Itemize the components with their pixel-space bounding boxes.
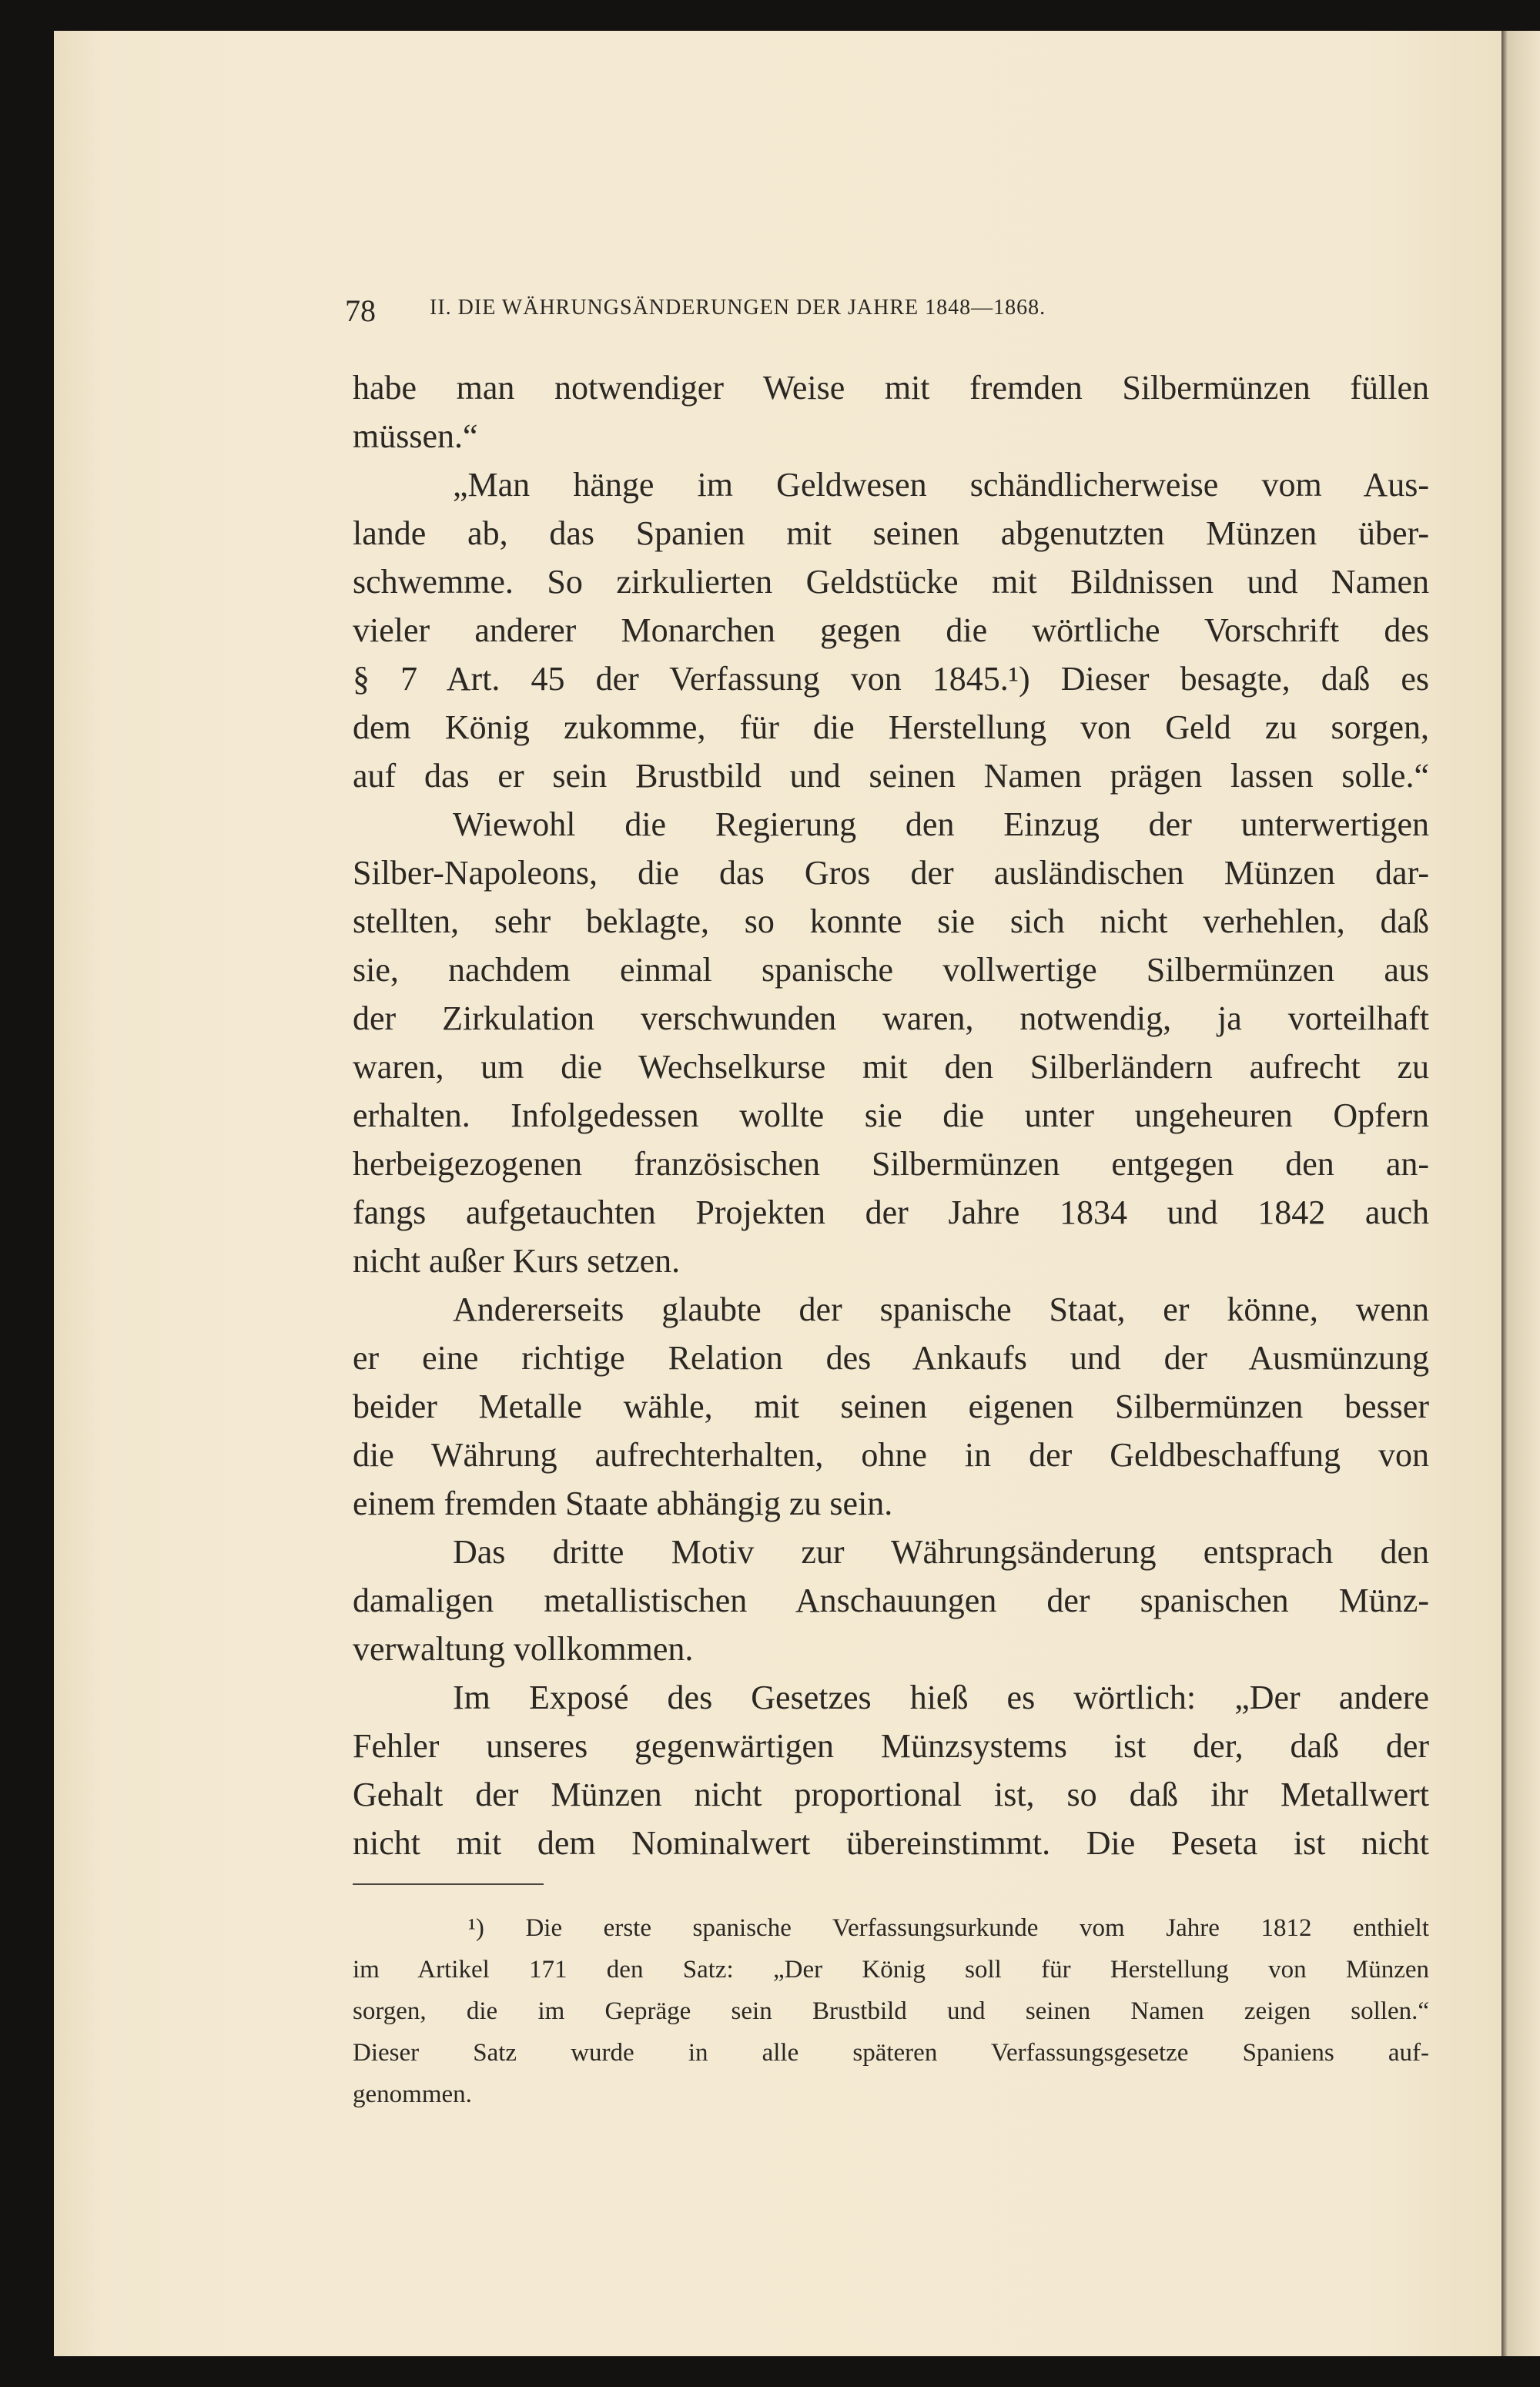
text-line: Das dritte Motiv zur Währungsänderung entsprach den — [453, 1533, 1429, 1571]
text-line: herbeigezogenen französischen Silbermünzen entgegen den an- — [353, 1145, 1429, 1183]
text-line: lande ab, das Spanien mit seinen abgenutzten Münzen über- — [353, 514, 1429, 552]
text-line: nicht mit dem Nominalwert übereinstimmt. Die Peseta ist nicht — [353, 1824, 1429, 1862]
footnote-line: Dieser Satz wurde in alle späteren Verfassungsgesetze Spaniens auf- — [353, 2039, 1429, 2067]
running-title: II. DIE WÄHRUNGSÄNDERUNGEN DER JAHRE 1848—1868. — [430, 296, 1046, 320]
text-line: erhalten. Infolgedessen wollte sie die unter ungeheuren Opfern — [353, 1096, 1429, 1134]
text-line: er eine richtige Relation des Ankaufs und der Ausmünzung — [353, 1339, 1429, 1377]
footnote-rule — [353, 1883, 544, 1885]
text-line: verwaltung vollkommen. — [353, 1630, 694, 1668]
text-line: die Währung aufrechterhalten, ohne in der Geldbeschaffung von — [353, 1436, 1429, 1474]
text-line: vieler anderer Monarchen gegen die wörtliche Vorschrift des — [353, 611, 1429, 649]
page-number: 78 — [345, 293, 376, 328]
text-line: stellten, sehr beklagte, so konnte sie sich nicht verhehlen, daß — [353, 902, 1429, 940]
text-line: einem fremden Staate abhängig zu sein. — [353, 1485, 893, 1522]
text-line: dem König zukomme, für die Herstellung von Geld zu sorgen, — [353, 708, 1429, 746]
text-line: müssen.“ — [353, 417, 478, 455]
text-line: der Zirkulation verschwunden waren, notwendig, ja vorteilhaft — [353, 999, 1429, 1037]
next-page-edge — [1502, 31, 1540, 2356]
text-line: damaligen metallistischen Anschauungen der spanischen Münz- — [353, 1582, 1429, 1619]
text-line: habe man notwendiger Weise mit fremden Silbermünzen füllen — [353, 369, 1429, 407]
text-line: Wiewohl die Regierung den Einzug der unterwertigen — [453, 805, 1429, 843]
text-line: Im Exposé des Gesetzes hieß es wörtlich: „Der andere — [453, 1679, 1429, 1716]
text-line: beider Metalle wähle, mit seinen eigenen Silbermünzen besser — [353, 1388, 1429, 1425]
text-line: „Man hänge im Geldwesen schändlicherweise vom Aus- — [453, 466, 1429, 504]
running-header — [345, 293, 1438, 331]
text-line: nicht außer Kurs setzen. — [353, 1242, 681, 1280]
footnote-line: im Artikel 171 den Satz: „Der König soll für Herstellung von Münzen — [353, 1956, 1429, 1984]
text-line: waren, um die Wechselkurse mit den Silberländern aufrecht zu — [353, 1048, 1429, 1086]
text-line: Andererseits glaubte der spanische Staat, er könne, wenn — [453, 1291, 1429, 1328]
text-line: § 7 Art. 45 der Verfassung von 1845.¹) Dieser besagte, daß es — [353, 660, 1429, 698]
text-line: Gehalt der Münzen nicht proportional ist, so daß ihr Metallwert — [353, 1776, 1429, 1813]
footnote-line: genommen. — [353, 2081, 472, 2108]
text-line: sie, nachdem einmal spanische vollwertige Silbermünzen aus — [353, 951, 1429, 989]
text-line: Silber-Napoleons, die das Gros der ausländischen Münzen dar- — [353, 854, 1429, 892]
text-line: auf das er sein Brustbild und seinen Namen prägen lassen solle.“ — [353, 757, 1429, 795]
footnote-line: ¹) Die erste spanische Verfassungsurkunde vom Jahre 1812 enthielt — [468, 1914, 1429, 1942]
text-line: fangs aufgetauchten Projekten der Jahre 1834 und 1842 auch — [353, 1194, 1429, 1231]
footnote-line: sorgen, die im Gepräge sein Brustbild und seinen Namen zeigen sollen.“ — [353, 1997, 1429, 2025]
text-line: Fehler unseres gegenwärtigen Münzsystems ist der, daß der — [353, 1727, 1429, 1765]
text-line: schwemme. So zirkulierten Geldstücke mit Bildnissen und Namen — [353, 563, 1429, 601]
